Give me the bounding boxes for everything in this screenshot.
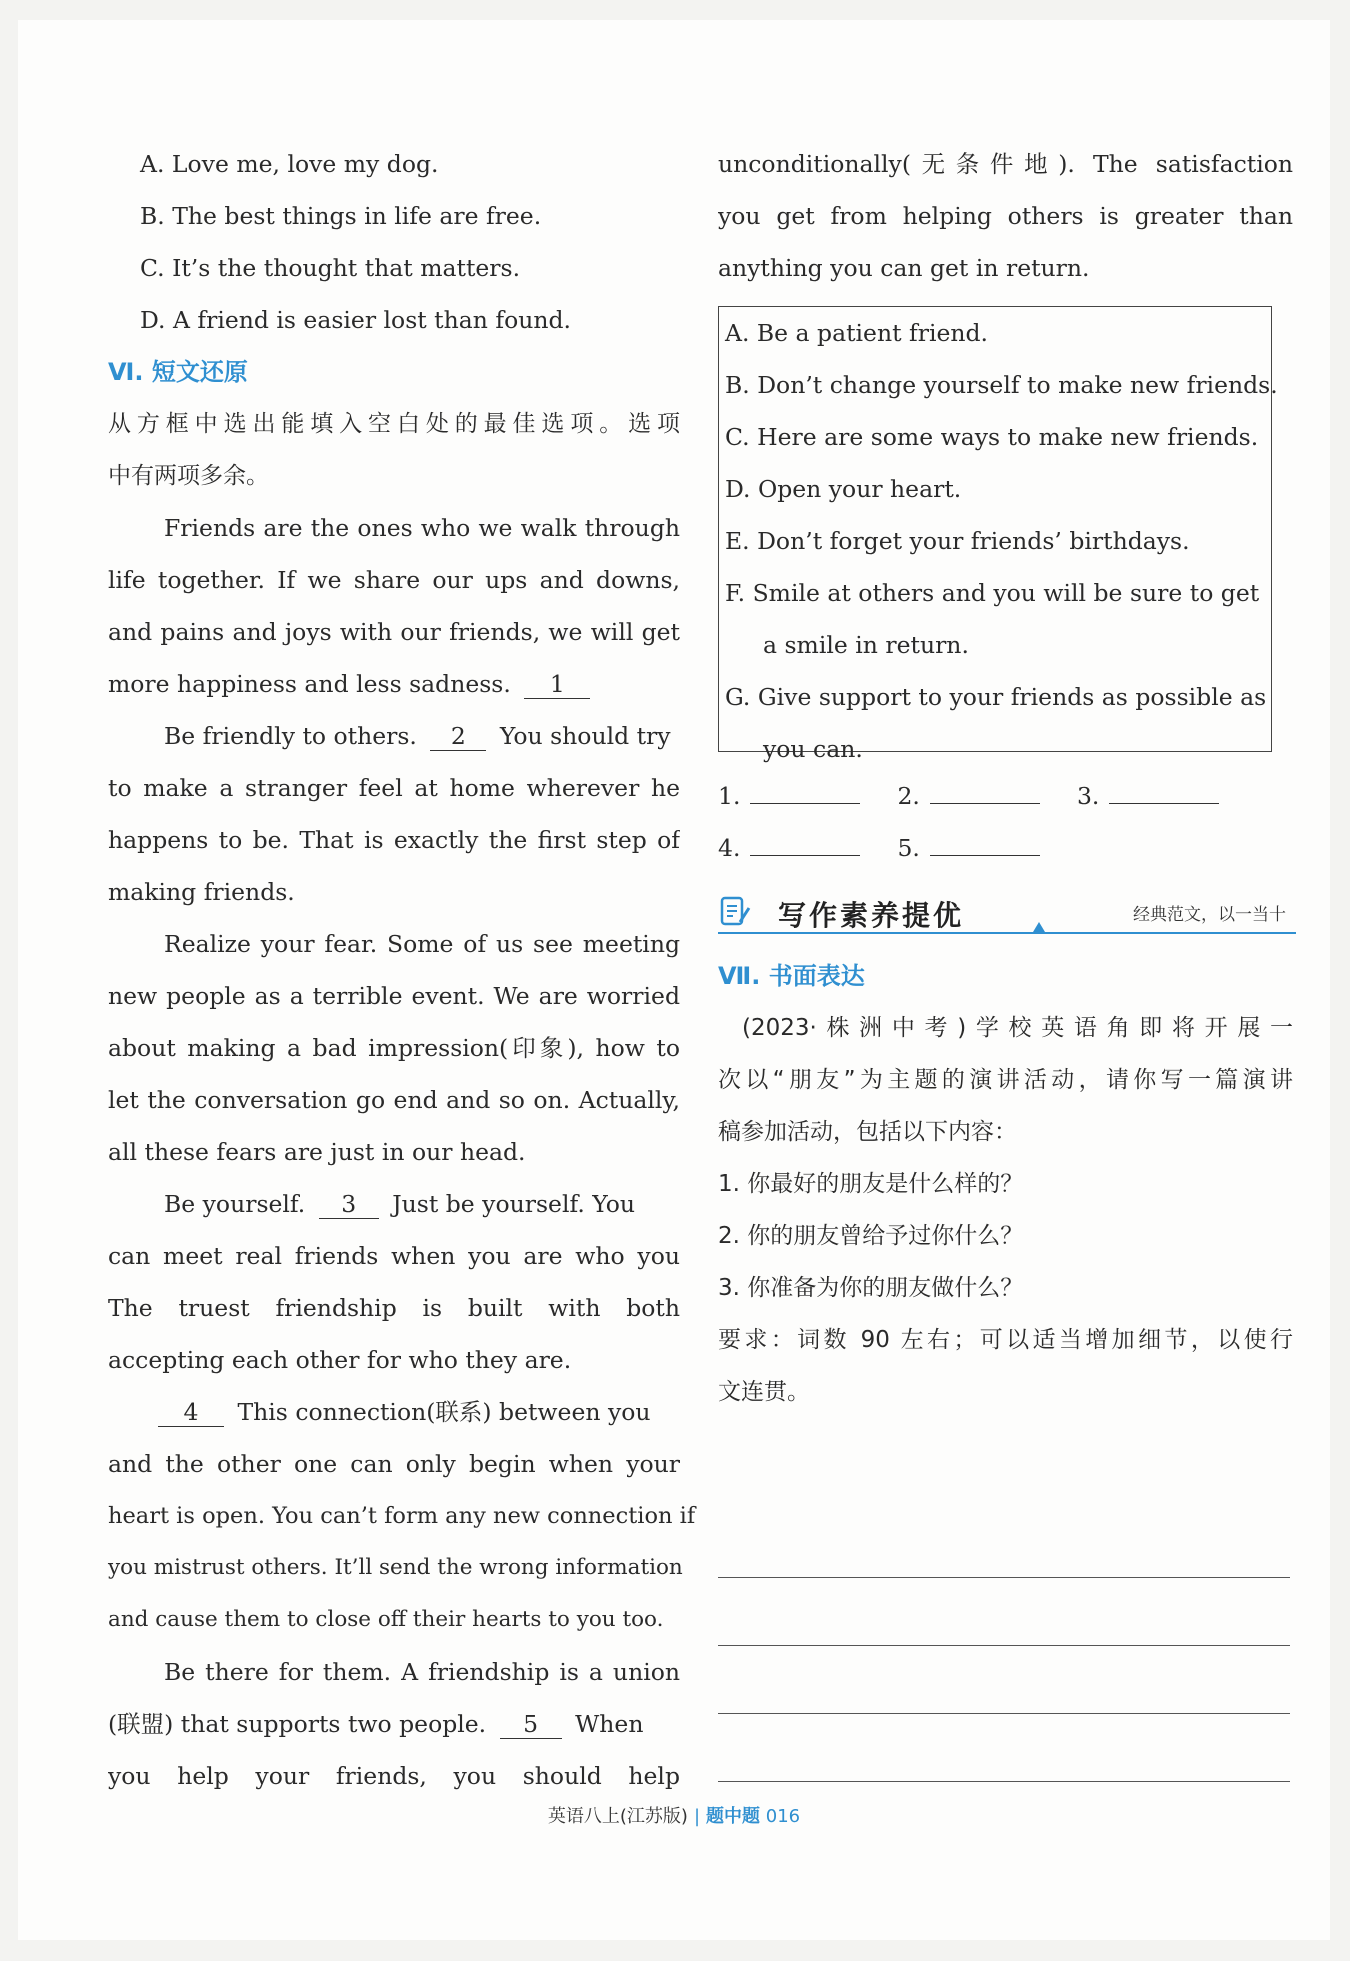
box-option-f-cont: a smile in return. xyxy=(763,631,969,659)
blank-3[interactable]: 3 xyxy=(319,1190,379,1219)
writing-section-subtitle: 经典范文，以一当十 xyxy=(1133,905,1286,925)
blank-4[interactable]: 4 xyxy=(158,1398,224,1427)
blank-1[interactable]: 1 xyxy=(524,670,590,699)
passage-line: you help your friends, you should help xyxy=(108,1762,680,1790)
passage-line: Realize your fear. Some of us see meeting xyxy=(164,930,680,958)
answer-label: 1. xyxy=(718,782,741,810)
passage-line: The truest friendship is built with both xyxy=(108,1294,680,1322)
box-option-g: G. Give support to your friends as possible as xyxy=(725,683,1267,711)
passage-line: about making a bad impression(印象), how to xyxy=(108,1034,680,1062)
answer-blanks xyxy=(718,770,1278,874)
triangle-marker-icon xyxy=(1033,922,1045,932)
answer-item xyxy=(1077,770,1249,822)
box-option-f: F. Smile at others and you will be sure to get xyxy=(725,579,1260,607)
answer-label: 2. xyxy=(897,782,920,810)
box-option-e: E. Don’t forget your friends’ birthdays. xyxy=(725,527,1190,555)
writing-prompt-line: 要求：词数 90 左右；可以适当增加细节，以使行 xyxy=(718,1327,1293,1353)
box-option-a: A. Be a patient friend. xyxy=(725,319,989,347)
passage-line xyxy=(108,1386,680,1438)
passage-line: anything you can get in return. xyxy=(718,254,1090,282)
option-c: C. It’s the thought that matters. xyxy=(140,254,521,282)
writing-prompt-line: 稿参加活动，包括以下内容： xyxy=(718,1119,1017,1145)
writing-line[interactable] xyxy=(718,1578,1290,1646)
passage-text: Just be yourself. You xyxy=(392,1190,636,1218)
writing-prompt-line: 文连贯。 xyxy=(718,1379,810,1405)
section-divider xyxy=(718,932,1296,934)
page-number: 016 xyxy=(765,1806,801,1827)
answer-label: 3. xyxy=(1076,782,1100,810)
writing-prompt-line: 3. 你准备为你的朋友做什么？ xyxy=(718,1275,1024,1301)
passage-line: all these fears are just in our head. xyxy=(108,1138,526,1166)
box-option-g-cont: you can. xyxy=(763,735,863,763)
passage-line: Friends are the ones who we walk through xyxy=(164,514,680,542)
passage-line: and cause them to close off their hearts to you too. xyxy=(108,1607,664,1632)
answer-3-blank[interactable] xyxy=(1109,783,1219,804)
answer-row xyxy=(718,822,1278,874)
box-option-b: B. Don’t change yourself to make new friends. xyxy=(725,371,1278,399)
option-b: B. The best things in life are free. xyxy=(140,202,542,230)
passage-line: and pains and joys with our friends, we will get xyxy=(108,618,680,646)
answer-4-blank[interactable] xyxy=(750,835,860,856)
instruction-line-1: 从方框中选出能填入空白处的最佳选项。选项 xyxy=(108,411,680,437)
passage-line xyxy=(108,1698,680,1750)
instruction-line-2: 中有两项多余。 xyxy=(108,463,269,489)
passage-line: unconditionally(无条件地). The satisfaction xyxy=(718,150,1293,178)
passage-line: and the other one can only begin when your xyxy=(108,1450,680,1478)
writing-prompt-line: (2023·株洲中考)学校英语角即将开展一 xyxy=(742,1015,1293,1041)
answer-label: 5. xyxy=(897,834,920,862)
answer-row xyxy=(718,770,1278,822)
option-a: A. Love me, love my dog. xyxy=(140,150,439,178)
section-6-title: Ⅵ. 短文还原 xyxy=(108,358,248,386)
notebook-pen-icon xyxy=(718,894,752,928)
writing-section-bar xyxy=(718,894,1296,934)
left-column xyxy=(108,138,696,1802)
box-option-c: C. Here are some ways to make new friends. xyxy=(725,423,1259,451)
writing-section-title: 写作素养提优 xyxy=(778,899,965,932)
passage-text: Be yourself. xyxy=(164,1190,306,1218)
answer-2-blank[interactable] xyxy=(930,783,1040,804)
passage-text: (联盟) that supports two people. xyxy=(108,1710,487,1738)
passage-text: Be friendly to others. xyxy=(164,722,417,750)
answer-item xyxy=(897,822,1069,874)
passage-line: new people as a terrible event. We are worried xyxy=(108,982,680,1010)
section-7-title: Ⅶ. 书面表达 xyxy=(718,962,865,990)
writing-area[interactable] xyxy=(718,1510,1290,1782)
box-option-d: D. Open your heart. xyxy=(725,475,962,503)
writing-prompt-line: 2. 你的朋友曾给予过你什么？ xyxy=(718,1223,1024,1249)
answer-1-blank[interactable] xyxy=(750,783,860,804)
writing-prompt-line: 次以“朋友”为主题的演讲活动，请你写一篇演讲 xyxy=(718,1067,1293,1093)
option-d: D. A friend is easier lost than found. xyxy=(140,306,571,334)
answer-item xyxy=(718,770,890,822)
passage-line: you mistrust others. It’ll send the wrong information xyxy=(108,1555,683,1580)
passage-text: When xyxy=(575,1710,644,1738)
passage-line: you get from helping others is greater than xyxy=(718,202,1293,230)
passage-line: accepting each other for who they are. xyxy=(108,1346,572,1374)
passage-text: You should try xyxy=(499,722,671,750)
writing-line[interactable] xyxy=(718,1714,1290,1782)
passage-line: making friends. xyxy=(108,878,295,906)
right-column xyxy=(718,138,1293,294)
passage-line: to make a stranger feel at home wherever he xyxy=(108,774,680,802)
answer-5-blank[interactable] xyxy=(930,835,1040,856)
footer-book-title: 英语八上(江苏版) xyxy=(547,1806,688,1827)
passage-line: Be there for them. A friendship is a union xyxy=(164,1658,680,1686)
passage-line: happens to be. That is exactly the first step of xyxy=(108,826,680,854)
footer-brand: 题中题 xyxy=(706,1806,761,1827)
passage-text: more happiness and less sadness. xyxy=(108,670,511,698)
answer-item xyxy=(718,822,890,874)
answer-label: 4. xyxy=(718,834,741,862)
answer-item xyxy=(897,770,1069,822)
passage-line: let the conversation go end and so on. Actually, xyxy=(108,1086,680,1114)
writing-line[interactable] xyxy=(718,1510,1290,1578)
passage-line: can meet real friends when you are who you xyxy=(108,1242,680,1270)
page-footer: 英语八上(江苏版) | 题中题 016 xyxy=(547,1806,801,1827)
blank-2[interactable]: 2 xyxy=(430,722,486,751)
passage-line: heart is open. You can’t form any new connection if xyxy=(108,1503,696,1529)
passage-line xyxy=(108,1178,680,1230)
section-7 xyxy=(718,950,1293,1418)
worksheet-page xyxy=(18,20,1330,1940)
passage-line xyxy=(108,710,680,762)
writing-prompt-line: 1. 你最好的朋友是什么样的？ xyxy=(718,1171,1024,1197)
passage-line xyxy=(108,658,680,710)
passage-line: life together. If we share our ups and downs, xyxy=(108,566,680,594)
blank-5[interactable]: 5 xyxy=(500,1710,562,1739)
passage-text: This connection(联系) between you xyxy=(237,1398,651,1426)
options-box xyxy=(718,306,1278,763)
writing-line[interactable] xyxy=(718,1646,1290,1714)
